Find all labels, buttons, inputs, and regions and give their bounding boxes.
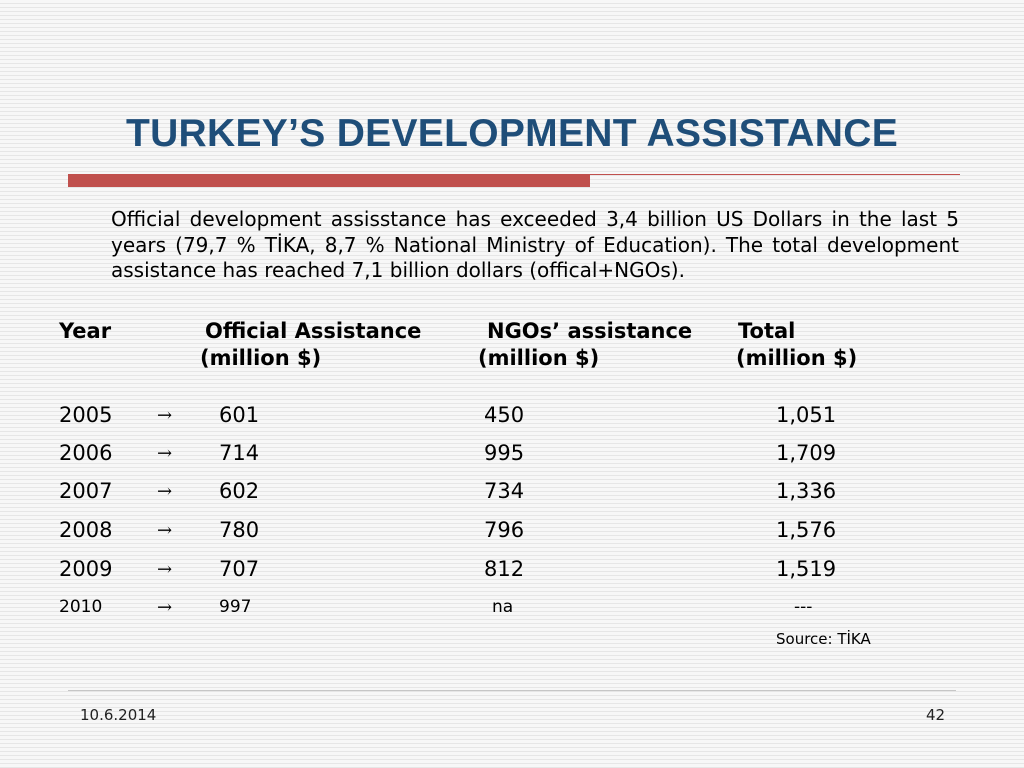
header-official-unit: (million $) [200, 346, 322, 370]
header-year: Year [59, 319, 112, 343]
header-ngos: NGOs’ assistance [487, 319, 693, 343]
table-row-year: 2005 [59, 403, 113, 427]
title-underline-accent-bar [68, 175, 590, 187]
footer-divider [68, 690, 956, 691]
footer-date: 10.6.2014 [80, 706, 157, 724]
arrow-icon: → [157, 481, 173, 502]
page-number: 42 [926, 706, 946, 724]
table-row-year: 2008 [59, 518, 113, 542]
header-official: Official Assistance [205, 319, 422, 343]
table-row-year: 2007 [59, 479, 113, 503]
table-row-ngos: 812 [484, 557, 525, 581]
table-row-total: 1,336 [776, 479, 837, 503]
arrow-icon: → [157, 405, 173, 426]
arrow-icon: → [157, 597, 173, 618]
arrow-icon: → [157, 520, 173, 541]
table-row-ngos: 734 [484, 479, 525, 503]
slide-title: TURKEY’S DEVELOPMENT ASSISTANCE [125, 112, 899, 155]
header-total-unit: (million $) [736, 346, 858, 370]
table-row-total: --- [794, 597, 813, 617]
table-row-official: 602 [219, 479, 260, 503]
source-note: Source: TİKA [776, 630, 871, 648]
table-row-total: 1,519 [776, 557, 837, 581]
table-row-official: 714 [219, 441, 260, 465]
table-row-year: 2010 [59, 597, 103, 617]
table-row-total: 1,709 [776, 441, 837, 465]
intro-paragraph: Official development assisstance has exceeded 3,4 billion US Dollars in the last 5 years (79,7 % TİKA, 8,7 % National Ministry of Education). The total development assistance has reached 7,1 billion dollars (offical+NGOs). [111, 207, 959, 282]
table-row-official: 780 [219, 518, 260, 542]
header-ngos-unit: (million $) [478, 346, 600, 370]
arrow-icon: → [157, 559, 173, 580]
table-row-year: 2006 [59, 441, 113, 465]
table-row-ngos: 450 [484, 403, 525, 427]
arrow-icon: → [157, 443, 173, 464]
table-row-ngos: 796 [484, 518, 525, 542]
table-row-official: 997 [219, 597, 252, 617]
header-total: Total [738, 319, 796, 343]
table-row-year: 2009 [59, 557, 113, 581]
table-row-official: 601 [219, 403, 260, 427]
table-row-official: 707 [219, 557, 260, 581]
table-row-ngos: 995 [484, 441, 525, 465]
table-row-ngos: na [492, 597, 514, 617]
table-row-total: 1,576 [776, 518, 837, 542]
table-row-total: 1,051 [776, 403, 837, 427]
